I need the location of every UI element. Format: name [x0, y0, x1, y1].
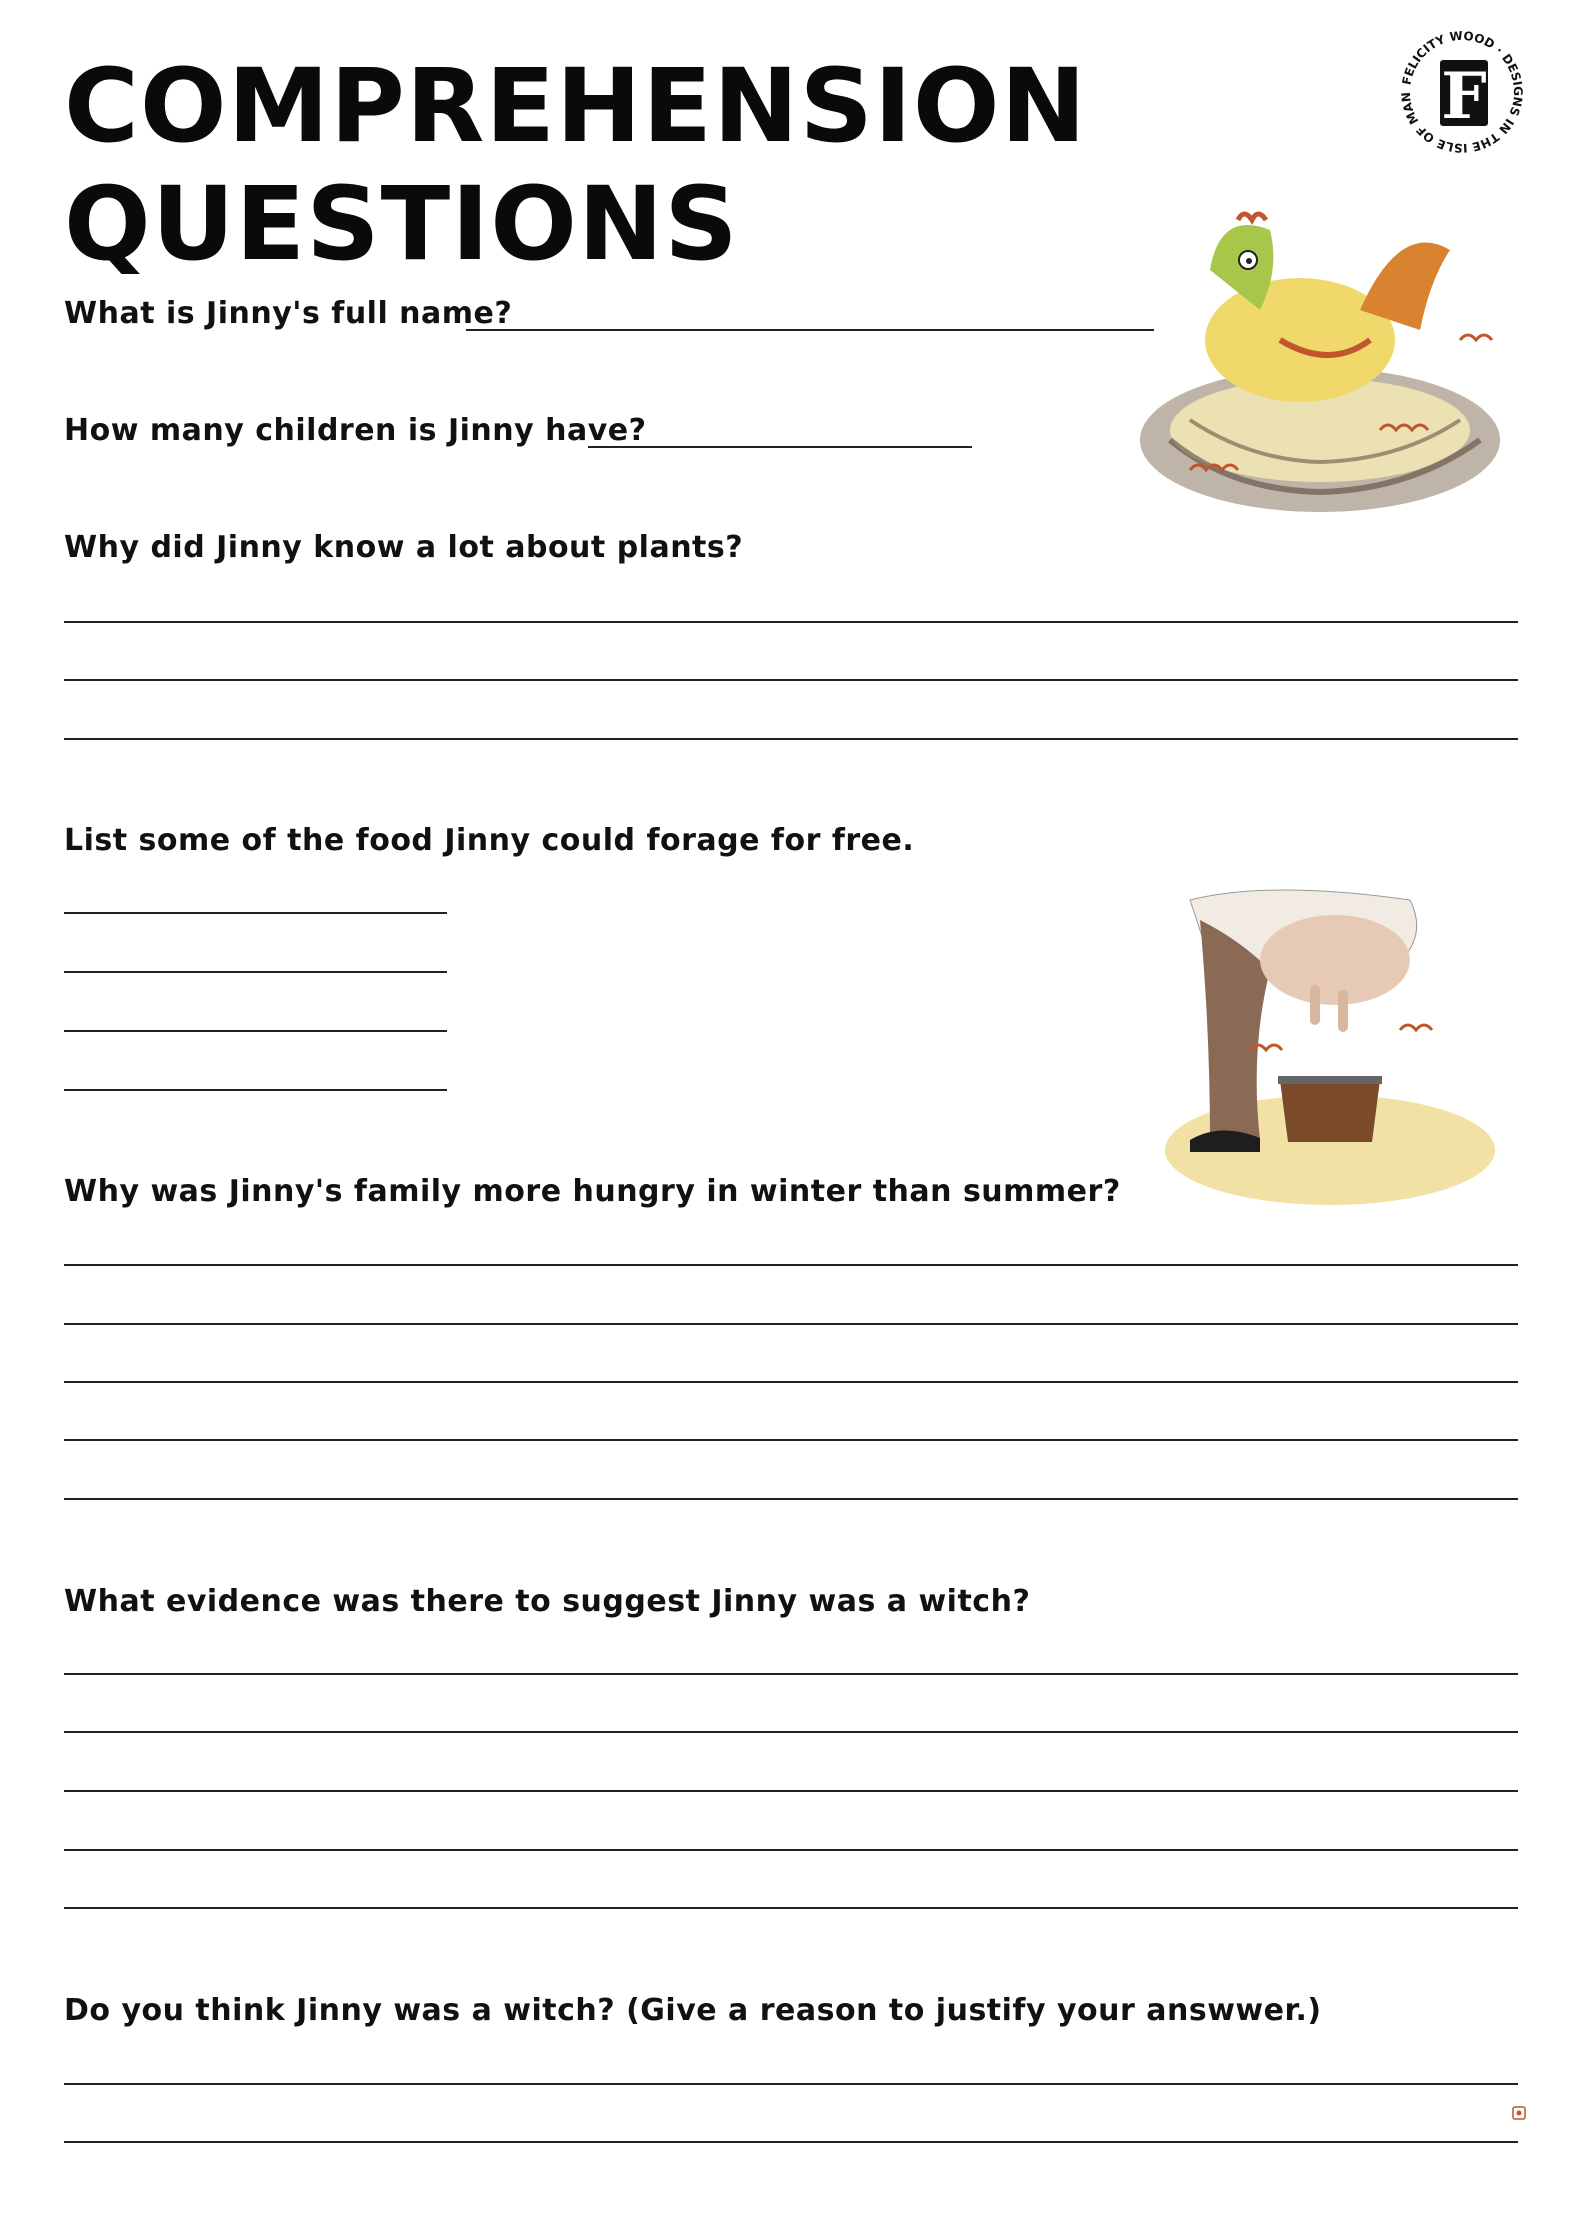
answer-line[interactable] [64, 2083, 1518, 2085]
title-line-2: QUESTIONS [64, 165, 739, 284]
answer-line[interactable] [64, 621, 1518, 623]
question-full-name: What is Jinny's full name? [64, 296, 513, 331]
answer-line[interactable] [64, 1790, 1518, 1792]
answer-line[interactable] [64, 1030, 447, 1032]
answer-line[interactable] [64, 1381, 1518, 1383]
question-witch-evidence: What evidence was there to suggest Jinny was a witch? [64, 1584, 1031, 1619]
question-forage-food: List some of the food Jinny could forage for free. [64, 823, 915, 858]
answer-line[interactable] [466, 329, 1154, 331]
answer-line[interactable] [64, 1323, 1518, 1325]
answer-line[interactable] [64, 2141, 1518, 2143]
answer-line[interactable] [64, 1849, 1518, 1851]
answer-line[interactable] [64, 1673, 1518, 1675]
question-winter-hunger: Why was Jinny's family more hungry in winter than summer? [64, 1174, 1121, 1209]
answer-line[interactable] [64, 1907, 1518, 1909]
cow-milking-bucket-illustration [1150, 880, 1510, 1220]
answer-line[interactable] [64, 679, 1518, 681]
logo-monogram: F [1441, 59, 1487, 134]
hen-on-nest-illustration [1130, 200, 1520, 550]
answer-line[interactable] [64, 971, 447, 973]
answer-line[interactable] [64, 738, 1518, 740]
answer-line[interactable] [64, 1439, 1518, 1441]
question-plants: Why did Jinny know a lot about plants? [64, 530, 744, 565]
answer-line[interactable] [64, 1498, 1518, 1500]
answer-line[interactable] [64, 912, 447, 914]
small-stamp-icon [1512, 2106, 1526, 2120]
logo-ring-text: FELICITY WOOD · DESIGNS IN THE ISLE OF MAN [1398, 28, 1526, 156]
answer-line[interactable] [64, 1089, 447, 1091]
answer-line[interactable] [64, 1264, 1518, 1266]
answer-line[interactable] [64, 1731, 1518, 1733]
question-children-count: How many children is Jinny have? [64, 413, 647, 448]
felicity-wood-logo [1392, 22, 1532, 162]
question-witch-opinion: Do you think Jinny was a witch? (Give a reason to justify your answwer.) [64, 1993, 1322, 2028]
page-title [64, 48, 1087, 284]
title-line-1: COMPREHENSION [64, 47, 1087, 166]
answer-line[interactable] [588, 446, 972, 448]
